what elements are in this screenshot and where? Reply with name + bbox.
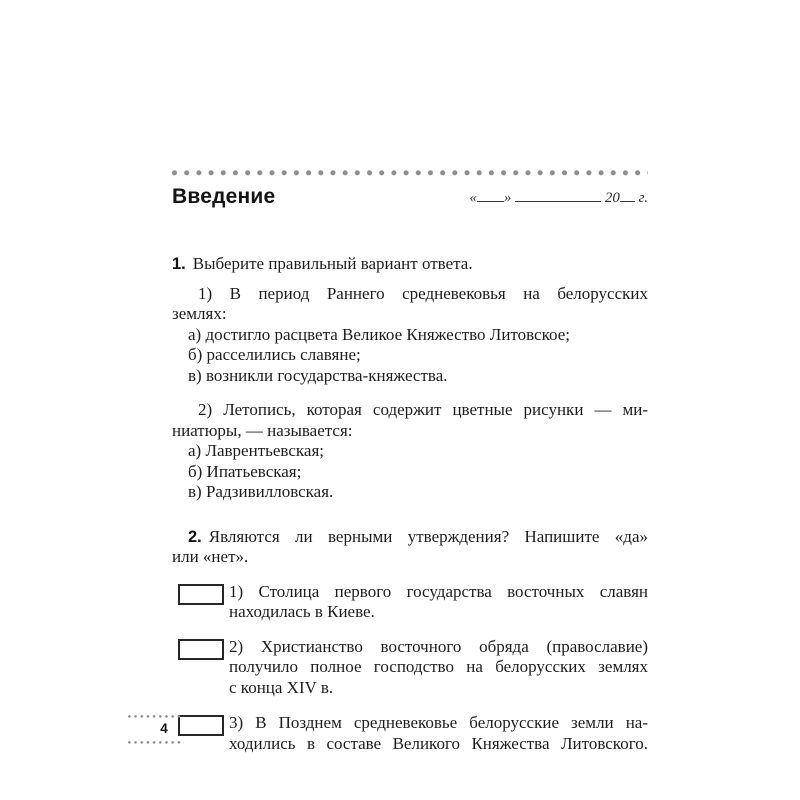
exercise-1-prompt: Выберите правильный вариант ответа. — [192, 254, 473, 273]
footer-dotted-rule-top — [128, 715, 184, 718]
option-v: в) Радзивилловская. — [188, 482, 334, 501]
statement-line: 2) Христианство восточного обряда (православие) — [229, 636, 648, 656]
date-close-quote: » — [503, 190, 512, 206]
statement-line: 3) В Позднем средневековье белорусские земли на- — [229, 713, 648, 732]
exercise-2-prompt-line — [172, 527, 648, 548]
date-year-blank[interactable] — [620, 188, 635, 202]
statement-line: находилась в Киеве. — [229, 602, 375, 621]
option-b: б) расселились славяне; — [188, 345, 361, 364]
header-dotted-rule — [172, 170, 648, 176]
statement-item-3 — [172, 713, 648, 754]
exercise-1-question-1 — [172, 284, 648, 387]
date-day-blank[interactable] — [477, 188, 504, 202]
statement-line: 1) Столица первого государства восточных славян — [229, 581, 648, 601]
exercise-1-number: 1. — [172, 255, 186, 273]
page-title: Введение — [172, 185, 276, 208]
exercise-2-heading — [172, 527, 648, 568]
statement-item-2 — [172, 637, 648, 699]
statement-item-1 — [172, 582, 648, 623]
option-a: а) достигло расцвета Великое Княжество Литовское; — [188, 324, 570, 344]
exercise-1-question-2 — [172, 400, 648, 503]
date-fill-in-line — [469, 187, 648, 210]
statement-line: с конца XIV в. — [229, 677, 334, 697]
option-v: в) возникли государства-княжества. — [188, 365, 448, 385]
date-year-suffix: г. — [638, 190, 648, 206]
question-text-line: ниатюры, — называется: — [172, 420, 353, 440]
option-b: б) Ипатьевская; — [188, 461, 302, 481]
statement-line: ходились в составе Великого Княжества Литовского. — [229, 733, 648, 753]
statement-line: получило полное господство на белорусских землях — [229, 657, 648, 676]
page-number: 4 — [160, 721, 168, 736]
exercise-1-heading — [172, 254, 648, 275]
date-year-prefix: 20 — [604, 190, 620, 206]
answer-box-2[interactable] — [178, 639, 224, 660]
page-header — [172, 183, 648, 210]
date-month-blank[interactable] — [515, 188, 601, 202]
page-footer — [128, 715, 184, 744]
answer-box-3[interactable] — [178, 715, 224, 736]
exercise-2-prompt: Являются ли верными утверждения? Напишите «да» — [208, 526, 648, 546]
question-text-line: 1) В период Раннего средневековья на белорусских — [198, 283, 648, 303]
exercise-2-number: 2. — [188, 527, 202, 546]
statement-text — [229, 713, 648, 754]
statement-text — [229, 582, 648, 623]
option-a: а) Лаврентьевская; — [188, 441, 324, 460]
exercise-2-prompt-line: или «нет». — [172, 547, 249, 566]
answer-box-1[interactable] — [178, 584, 224, 605]
question-text-line: землях: — [172, 304, 227, 323]
question-text-line: 2) Летопись, которая содержит цветные рисунки — ми- — [198, 400, 648, 419]
date-open-quote: « — [469, 190, 477, 206]
footer-dotted-rule-bottom — [128, 741, 184, 744]
page-content — [172, 170, 648, 754]
statement-text — [229, 637, 648, 699]
